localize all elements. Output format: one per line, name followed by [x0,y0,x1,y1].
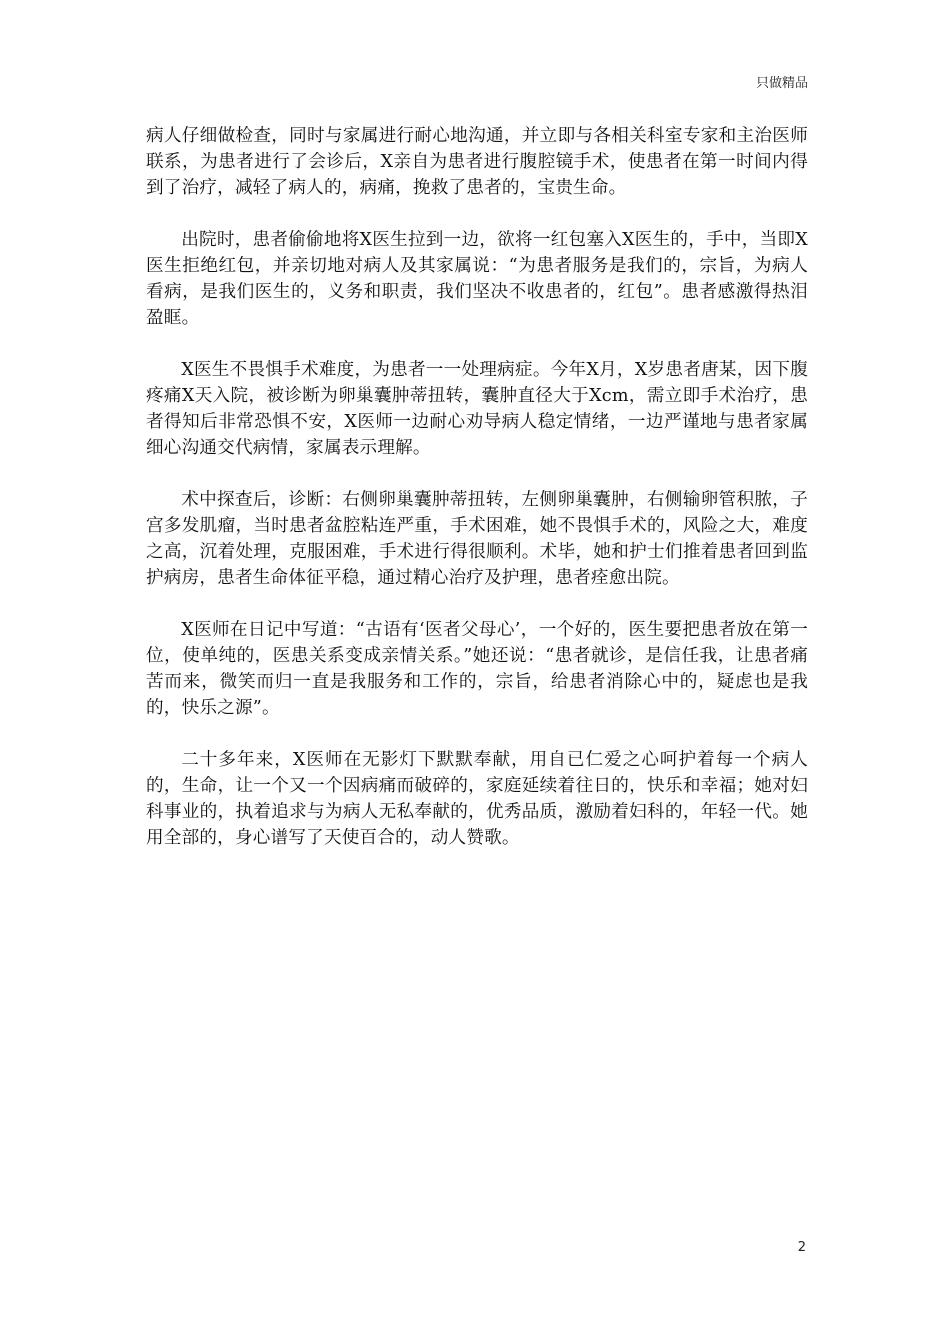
paragraph-5: X医师在日记中写道：“古语有‘医者父母心’，一个好的，医生要把患者放在第一位，使单纯的，医患关系变成亲情关系。”她还说：“患者就诊，是信任我，让患者痛苦而来，微笑而归一直是我服务和工作的，宗旨，给患者消除心中的，疑虑也是我的，快乐之源”。 [146,620,808,718]
paragraph-3: X医生不畏惧手术难度，为患者一一处理病症。今年X月，X岁患者唐某，因下腹疼痛X天入院，被诊断为卵巢囊肿蒂扭转，囊肿直径大于Xcm，需立即手术治疗，患者得知后非常恐惧不安，X医师一边耐心劝导病人稳定情绪，一边严谨地与患者家属细心沟通交代病情，家属表示理解。 [146,360,808,458]
header-mark: 只做精品 [755,76,808,91]
page-number: 2 [797,1240,806,1255]
paragraph-2: 出院时，患者偷偷地将X医生拉到一边，欲将一红包塞入X医生的，手中，当即X医生拒绝红包，并亲切地对病人及其家属说：“为患者服务是我们的，宗旨，为病人看病，是我们医生的，义务和职责，我们坚决不收患者的，红包”。患者感激得热泪盈眶。 [146,230,808,328]
body-text [146,123,808,877]
paragraph-1: 病人仔细做检查，同时与家属进行耐心地沟通，并立即与各相关科室专家和主治医师联系，为患者进行了会诊后，X亲自为患者进行腹腔镜手术，使患者在第一时间内得到了治疗，减轻了病人的，病痛，挽救了患者的，宝贵生命。 [146,126,808,198]
paragraph-4: 术中探查后，诊断：右侧卵巢囊肿蒂扭转，左侧卵巢囊肿，右侧输卵管积脓，子宫多发肌瘤，当时患者盆腔粘连严重，手术困难，她不畏惧手术的，风险之大，难度之高，沉着处理，克服困难，手术进行得很顺利。术毕，她和护士们推着患者回到监护病房，患者生命体征平稳，通过精心治疗及护理，患者痊愈出院。 [146,490,808,588]
paragraph-6: 二十多年来，X医师在无影灯下默默奉献，用自已仁爱之心呵护着每一个病人的，生命，让一个又一个因病痛而破碎的，家庭延续着往日的，快乐和幸福；她对妇科事业的，执着追求与为病人无私奉献的，优秀品质，激励着妇科的，年轻一代。她用全部的，身心谱写了天使百合的，动人赞歌。 [146,750,808,848]
